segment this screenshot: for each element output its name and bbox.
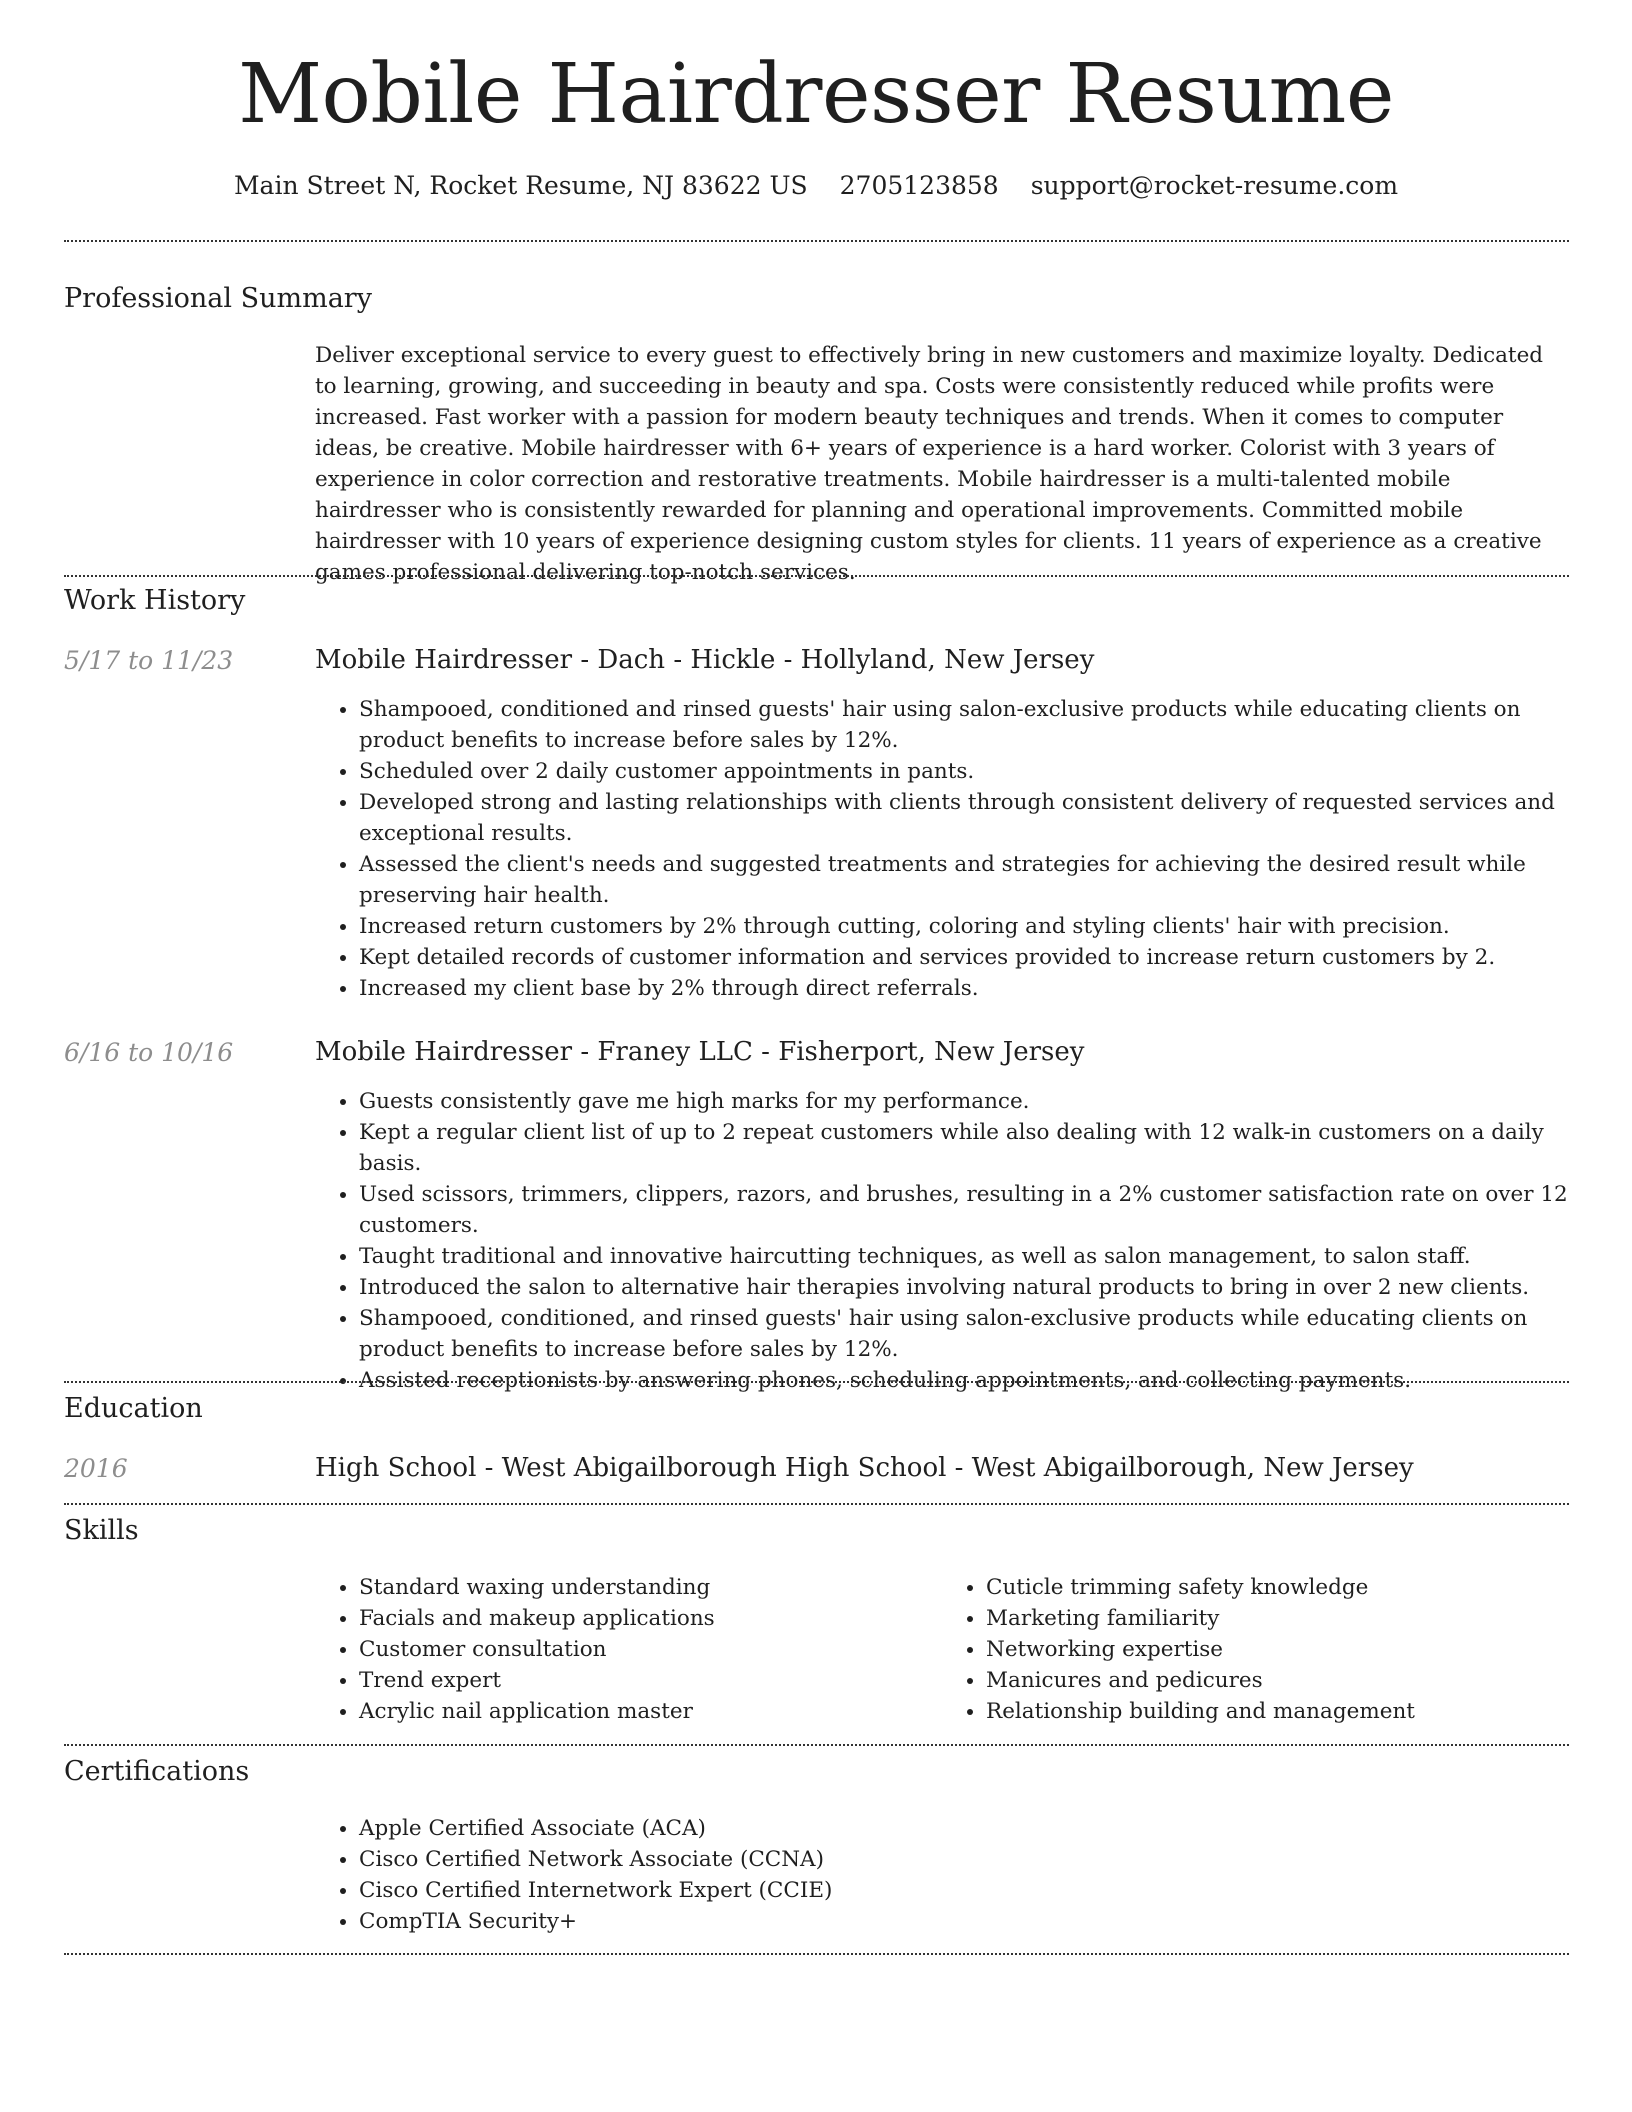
list-item: • Increased my client base by 2% through direct referrals.	[359, 973, 1569, 1004]
list-item: • Manicures and pedicures	[986, 1665, 1569, 1696]
summary-text: Deliver exceptional service to every guest to effectively bring in new customers and maximize loyalty. Dedicated to learning, growing, and succeeding in beauty and spa. Costs were consistently reduced while profits were increased. Fast worker with a passion for modern beauty techniques and trends. When it comes to computer ideas, be creative. Mobile hairdresser with 6+ years of experience is a hard worker. Colorist with 3 years of experience in color correction and restorative treatments. Mobile hairdresser is a multi-talented mobile hairdresser who is consistently rewarded for planning and operational improvements. Committed mobile hairdresser with 10 years of experience designing custom styles for clients. 11 years of experience as a creative games professional delivering top-notch services.	[315, 343, 1544, 585]
list-item: • Marketing familiarity	[986, 1603, 1569, 1634]
list-item: • Facials and makeup applications	[359, 1603, 942, 1634]
education-heading: Education	[64, 1393, 203, 1424]
job-dates: 6/16 to 10/16	[64, 1038, 234, 1067]
certifications-section	[315, 1813, 1569, 1937]
list-item: • Assisted receptionists by answering phones, scheduling appointments, and collecting payments.	[359, 1365, 1569, 1396]
section-divider	[64, 1744, 1569, 1746]
work-history-heading: Work History	[64, 585, 246, 616]
list-item: • Acrylic nail application master	[359, 1696, 942, 1727]
job-title: Mobile Hairdresser - Dach - Hickle - Hollyland, New Jersey	[315, 645, 1095, 675]
section-divider	[64, 575, 1569, 577]
list-item: • Relationship building and management	[986, 1696, 1569, 1727]
summary-heading: Professional Summary	[64, 283, 372, 314]
list-item: • Developed strong and lasting relationships with clients through consistent delivery of requested services and exceptional results.	[359, 787, 1569, 849]
contact-email: support@rocket-resume.com	[1030, 171, 1399, 200]
job-dates: 5/17 to 11/23	[64, 646, 234, 675]
skills-right-column	[942, 1572, 1569, 1727]
contact-address: Main Street N, Rocket Resume, NJ 83622 US	[233, 171, 808, 200]
job-title: Mobile Hairdresser - Franey LLC - Fisherport, New Jersey	[315, 1037, 1085, 1067]
list-item: • Introduced the salon to alternative hair therapies involving natural products to bring in over 2 new clients.	[359, 1272, 1569, 1303]
education-entry: High School - West Abigailborough High School - West Abigailborough, New Jersey	[315, 1453, 1414, 1483]
summary-section	[315, 340, 1569, 588]
education-year: 2016	[64, 1454, 128, 1483]
list-item: • Guests consistently gave me high marks for my performance.	[359, 1086, 1569, 1117]
list-item: • Networking expertise	[986, 1634, 1569, 1665]
list-item: • Used scissors, trimmers, clippers, razors, and brushes, resulting in a 2% customer satisfaction rate on over 12 customers.	[359, 1179, 1569, 1241]
list-item: • Cisco Certified Internetwork Expert (CCIE)	[359, 1875, 1569, 1906]
list-item: • Trend expert	[359, 1665, 942, 1696]
certifications-heading: Certifications	[64, 1756, 250, 1787]
list-item: • Standard waxing understanding	[359, 1572, 942, 1603]
skills-section	[315, 1572, 1569, 1727]
contact-line	[0, 171, 1632, 200]
skills-left-column	[315, 1572, 942, 1727]
list-item: • Increased return customers by 2% through cutting, coloring and styling clients' hair with precision.	[359, 911, 1569, 942]
list-item: • Customer consultation	[359, 1634, 942, 1665]
contact-phone: 2705123858	[839, 171, 999, 200]
section-divider	[64, 1381, 1569, 1383]
list-item: • Shampooed, conditioned, and rinsed guests' hair using salon-exclusive products while educating clients on product benefits to increase before sales by 12%.	[359, 1303, 1569, 1365]
list-item: • Apple Certified Associate (ACA)	[359, 1813, 1569, 1844]
job-duties	[315, 1086, 1569, 1396]
list-item: • Shampooed, conditioned and rinsed guests' hair using salon-exclusive products while educating clients on product benefits to increase before sales by 12%.	[359, 694, 1569, 756]
list-item: • CompTIA Security+	[359, 1906, 1569, 1937]
section-divider	[64, 240, 1569, 242]
section-divider	[64, 1953, 1569, 1955]
section-divider	[64, 1503, 1569, 1505]
job-duties	[315, 694, 1569, 1004]
list-item: • Kept detailed records of customer information and services provided to increase return customers by 2.	[359, 942, 1569, 973]
list-item: • Scheduled over 2 daily customer appointments in pants.	[359, 756, 1569, 787]
list-item: • Cuticle trimming safety knowledge	[986, 1572, 1569, 1603]
skills-heading: Skills	[64, 1515, 139, 1546]
list-item: • Taught traditional and innovative haircutting techniques, as well as salon management, to salon staff.	[359, 1241, 1569, 1272]
list-item: • Cisco Certified Network Associate (CCNA)	[359, 1844, 1569, 1875]
list-item: • Assessed the client's needs and suggested treatments and strategies for achieving the desired result while preserving hair health.	[359, 849, 1569, 911]
list-item: • Kept a regular client list of up to 2 repeat customers while also dealing with 12 walk-in customers on a daily basis.	[359, 1117, 1569, 1179]
resume-title: Mobile Hairdresser Resume	[238, 47, 1394, 142]
